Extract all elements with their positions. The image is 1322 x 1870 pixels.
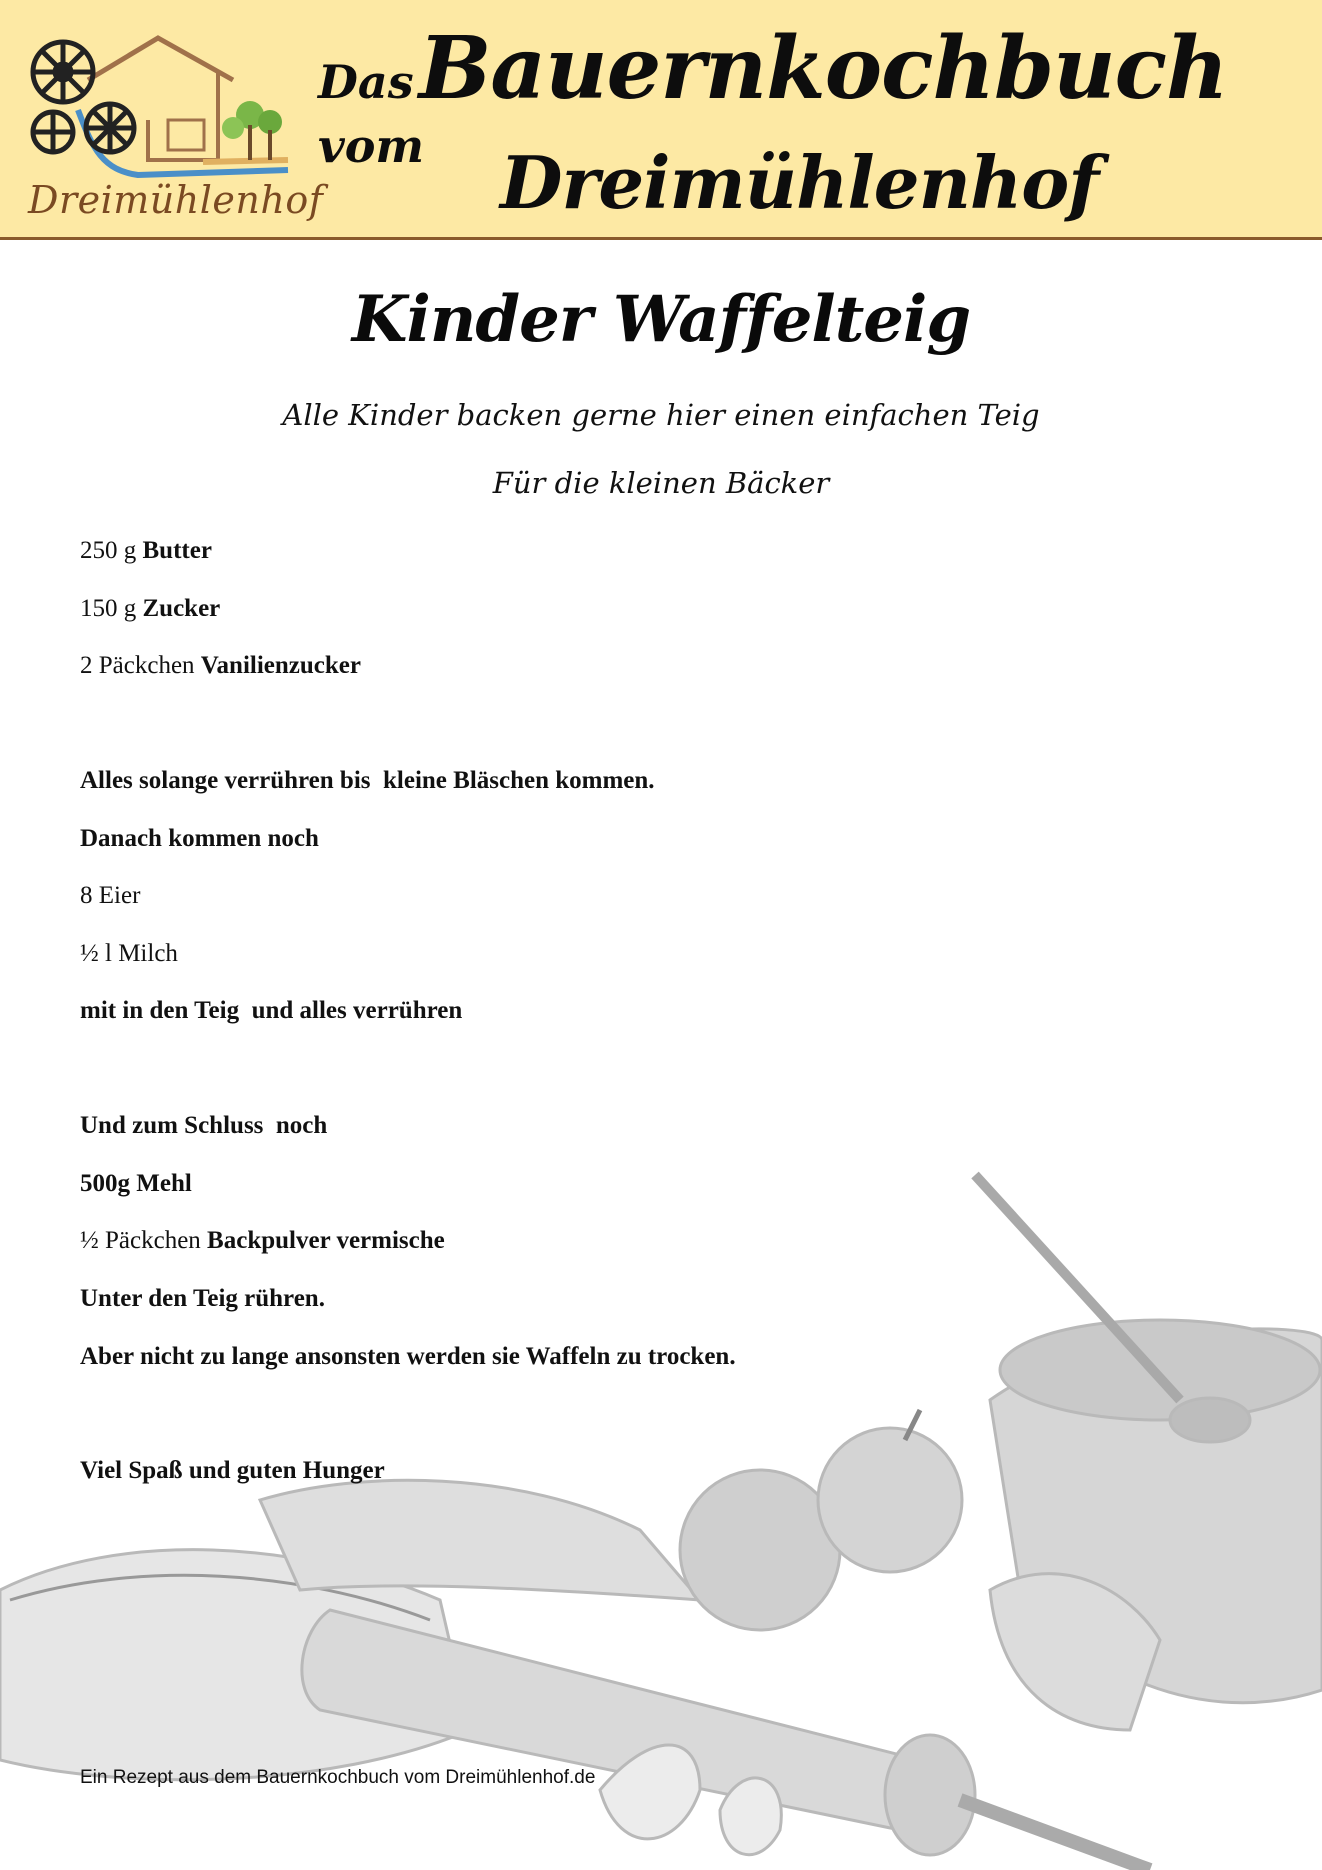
instruction-line: Und zum Schluss noch	[80, 1112, 328, 1139]
ingredient-line: 8 Eier	[80, 882, 141, 909]
ingredient-line	[80, 1227, 445, 1255]
title-suffix: vom	[318, 119, 425, 173]
recipe-subtitle: Alle Kinder backen gerne hier einen einfachen Teig	[282, 398, 1040, 432]
recipe-subtitle-2: Für die kleinen Bäcker	[492, 466, 830, 500]
ingredient-line	[80, 595, 220, 623]
ingredient-amount: 250 g	[80, 537, 143, 564]
page-header	[0, 0, 1322, 240]
book-title	[318, 18, 1278, 173]
ingredient-line	[80, 537, 212, 565]
title-main: Bauernkochbuch	[418, 18, 1228, 119]
instruction-line: Alles solange verrühren bis kleine Bläschen kommen.	[80, 767, 655, 794]
ingredient-amount: ½ Päckchen	[80, 1227, 208, 1254]
baking-illustration	[0, 1170, 1322, 1870]
ingredient-name: Zucker	[142, 595, 221, 622]
instruction-line: Danach kommen noch	[80, 825, 319, 852]
title-prefix: Das	[318, 55, 414, 109]
ingredient-name: Vanilienzucker	[200, 652, 361, 679]
recipe-title: Kinder Waffelteig	[351, 282, 971, 357]
instruction-line: Unter den Teig rühren.	[80, 1285, 325, 1312]
ingredient-amount: 2 Päckchen	[80, 652, 201, 679]
ingredient-line: 500g Mehl	[80, 1170, 192, 1197]
ingredient-line: ½ l Milch	[80, 940, 178, 967]
instruction-line: Aber nicht zu lange ansonsten werden sie Waffeln zu trocken.	[80, 1343, 736, 1370]
ingredient-name: Backpulver vermische	[207, 1227, 445, 1254]
ingredient-amount: 150 g	[80, 595, 143, 622]
ingredient-line	[80, 652, 361, 680]
closing-line: Viel Spaß und guten Hunger	[80, 1457, 385, 1484]
footer-text: Ein Rezept aus dem Bauernkochbuch vom Dreimühlenhof.de	[80, 1767, 596, 1788]
ingredient-name: Butter	[142, 537, 212, 564]
logo-name: Dreimühlenhof	[28, 178, 324, 222]
instruction-line: mit in den Teig und alles verrühren	[80, 997, 463, 1024]
title-line2: Dreimühlenhof	[500, 140, 1099, 225]
